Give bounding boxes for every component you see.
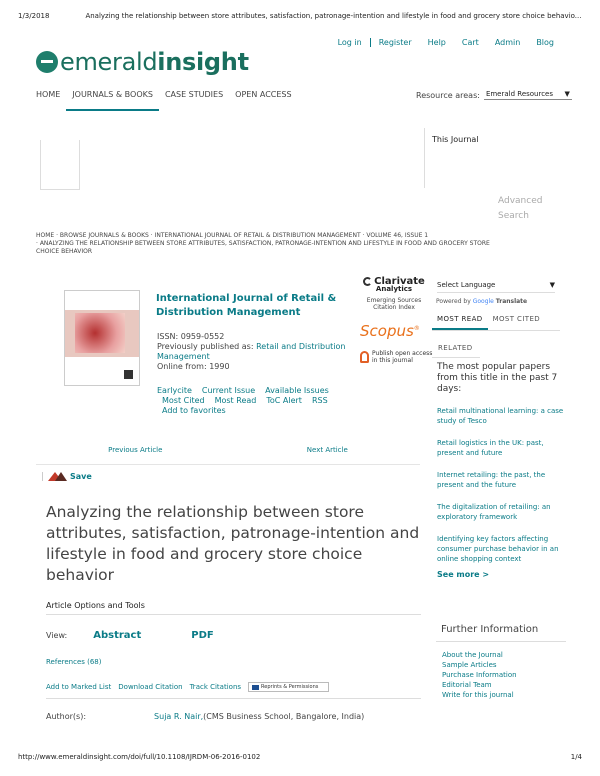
search-scope-select[interactable]: [424, 128, 574, 188]
powered-by-text: Powered by: [436, 298, 471, 305]
top-links: [330, 38, 562, 47]
sample-articles-link[interactable]: Sample Articles: [442, 661, 497, 669]
popular-item[interactable]: Retail multinational learning: a case study of Tesco: [437, 407, 564, 425]
popular-item[interactable]: Identifying key factors affecting consumer purchase behavior in an online shopping context: [437, 535, 559, 563]
journal-title[interactable]: International Journal of Retail & Distribution Management: [156, 293, 337, 318]
advanced-search-link[interactable]: [498, 194, 542, 224]
open-access-line2: in this journal: [372, 357, 413, 364]
mendeley-icon: [48, 472, 66, 481]
admin-link[interactable]: Admin: [494, 38, 521, 47]
article-nav: [36, 446, 420, 465]
tab-most-cited[interactable]: MOST CITED: [492, 315, 541, 323]
login-link[interactable]: Log in: [330, 38, 371, 47]
popular-item[interactable]: Retail logistics in the UK: past, present and future: [437, 439, 544, 457]
scopus-text: Scopus: [360, 322, 414, 340]
search-scope-value: This Journal: [432, 135, 479, 144]
earlycite-link[interactable]: Earlycite: [157, 386, 192, 395]
article-options-heading: Article Options and Tools: [46, 601, 421, 615]
esci-line1: Emerging Sources: [366, 297, 422, 304]
previous-article-link[interactable]: Previous Article: [108, 446, 163, 454]
language-select[interactable]: [437, 281, 555, 293]
advanced-search-line2: Search: [498, 211, 529, 221]
footer-url: http://www.emeraldinsight.com/doi/full/10.1108/IJRDM-06-2016-0102: [18, 753, 261, 761]
breadcrumb-line2[interactable]: · ANALYZING THE RELATIONSHIP BETWEEN STORE ATTRIBUTES, SATISFACTION, PATRONAGE-INTENTION AND LIFESTYLE IN FOOD AND GROCERY STORE: [36, 240, 490, 247]
most-cited-link[interactable]: Most Cited: [162, 396, 205, 405]
advanced-search-line1: Advanced: [498, 196, 543, 206]
add-to-marked-list-link[interactable]: Add to Marked List: [46, 683, 112, 691]
view-row: [46, 630, 214, 641]
cart-link[interactable]: Cart: [461, 38, 479, 47]
print-title: Analyzing the relationship between store attributes, satisfaction, patronage-intention and lifestyle in food and grocery store choice behavio...: [85, 12, 582, 20]
reprints-permissions-button[interactable]: [248, 682, 329, 692]
resource-areas-value: Emerald Resources: [485, 90, 554, 98]
most-read-link[interactable]: Most Read: [214, 396, 257, 405]
resource-areas: [416, 90, 572, 100]
pdf-link[interactable]: PDF: [191, 630, 214, 641]
popular-item[interactable]: The digitalization of retailing: an exploratory framework: [437, 503, 551, 521]
help-link[interactable]: Help: [427, 38, 446, 47]
journal-cover-image[interactable]: [64, 290, 140, 386]
popular-list: [437, 406, 565, 592]
journal-links: [157, 386, 367, 416]
available-issues-link[interactable]: Available Issues: [265, 386, 329, 395]
chevron-down-icon: ▼: [549, 281, 555, 289]
open-lock-icon: [360, 351, 369, 363]
google-text: Google: [472, 298, 494, 305]
article-title: Analyzing the relationship between store attributes, satisfaction, patronage-intention and lifestyle in food and grocery store choice behavior: [46, 503, 420, 584]
logo-part2: insight: [157, 48, 249, 76]
write-for-journal-link[interactable]: Write for this journal: [442, 691, 514, 699]
logo-part1: emerald: [60, 48, 158, 76]
translate-text: Translate: [495, 298, 528, 305]
resource-areas-select[interactable]: [484, 90, 572, 100]
rss-link[interactable]: RSS: [311, 396, 328, 405]
main-nav: [30, 90, 298, 111]
nav-case-studies[interactable]: CASE STUDIES: [164, 90, 224, 99]
rightslink-icon: [252, 685, 259, 690]
further-information: [436, 624, 566, 708]
prev-published-link[interactable]: Retail and Distribution Management: [157, 342, 346, 361]
tab-related[interactable]: RELATED: [432, 331, 480, 358]
logo-text: [60, 48, 249, 76]
clarivate-badge[interactable]: [360, 277, 428, 311]
register-link[interactable]: Register: [378, 38, 412, 47]
open-access-badge[interactable]: [360, 350, 432, 364]
reprints-label: Reprints & Permissions: [261, 684, 319, 690]
nav-open-access[interactable]: OPEN ACCESS: [235, 90, 292, 99]
author-name-link[interactable]: Suja R. Nair,: [154, 712, 204, 721]
emerald-logo[interactable]: [36, 48, 249, 76]
cover-publisher-mark: [124, 370, 133, 379]
print-header: [18, 12, 582, 20]
search-input[interactable]: [40, 140, 80, 190]
clarivate-text: Clarivate: [374, 276, 425, 287]
save-button[interactable]: [42, 472, 92, 481]
track-citations-link[interactable]: Track Citations: [189, 683, 242, 691]
download-citation-link[interactable]: Download Citation: [118, 683, 183, 691]
toc-alert-link[interactable]: ToC Alert: [266, 396, 302, 405]
tab-most-read[interactable]: MOST READ: [432, 312, 488, 330]
abstract-link[interactable]: Abstract: [93, 630, 142, 641]
scopus-logo[interactable]: Scopus®: [360, 322, 420, 340]
side-tabs: [432, 312, 560, 358]
print-date: 1/3/2018: [18, 12, 50, 20]
further-information-heading: Further Information: [436, 624, 566, 642]
resource-areas-label: Resource areas:: [416, 90, 480, 100]
clarivate-icon: [363, 277, 372, 286]
nav-journals-books[interactable]: JOURNALS & BOOKS: [66, 90, 159, 111]
authors-label: Author(s):: [46, 712, 87, 721]
esci-line2: Citation Index: [373, 304, 415, 311]
print-footer: [18, 753, 582, 761]
see-more-link[interactable]: See more >: [437, 570, 490, 579]
prev-published-label: Previously published as:: [157, 342, 254, 351]
popular-intro: The most popular papers from this title in the past 7 days:: [437, 362, 558, 394]
breadcrumb-line1[interactable]: HOME · BROWSE JOURNALS & BOOKS · INTERNATIONAL JOURNAL OF RETAIL & DISTRIBUTION MANAGEMENT · VOLUME 46, ISSUE 1: [36, 232, 429, 239]
breadcrumb-line3[interactable]: CHOICE BEHAVIOR: [36, 248, 92, 255]
chevron-down-icon: ▼: [564, 90, 570, 98]
online-from: Online from: 1990: [157, 362, 230, 371]
powered-by-google-translate[interactable]: [436, 298, 527, 305]
emerald-logo-icon: [36, 51, 58, 73]
authors-row: [46, 712, 364, 721]
next-article-link[interactable]: Next Article: [306, 446, 348, 454]
save-label: Save: [70, 472, 92, 481]
references-link[interactable]: References (68): [46, 658, 102, 666]
view-label: View:: [46, 631, 68, 640]
journal-issn: ISSN: 0959-0552: [157, 332, 225, 341]
cover-artwork: [75, 313, 125, 353]
add-to-favorites-link[interactable]: Add to favorites: [162, 406, 226, 415]
journal-meta: [157, 332, 357, 372]
popular-item[interactable]: Internet retailing: the past, the present and the future: [437, 471, 546, 489]
nav-home[interactable]: HOME: [36, 90, 61, 99]
blog-link[interactable]: Blog: [536, 38, 554, 47]
open-access-line1: Publish open access: [372, 350, 433, 357]
analytics-text: Analytics: [375, 285, 413, 293]
purchase-information-link[interactable]: Purchase Information: [442, 671, 517, 679]
article-tools: [46, 682, 421, 699]
footer-page: 1/4: [570, 753, 582, 761]
about-journal-link[interactable]: About the Journal: [442, 651, 503, 659]
breadcrumb: [36, 232, 556, 256]
current-issue-link[interactable]: Current Issue: [201, 386, 256, 395]
author-affiliation: (CMS Business School, Bangalore, India): [203, 712, 365, 721]
editorial-team-link[interactable]: Editorial Team: [442, 681, 492, 689]
language-select-value: Select Language: [437, 281, 496, 289]
